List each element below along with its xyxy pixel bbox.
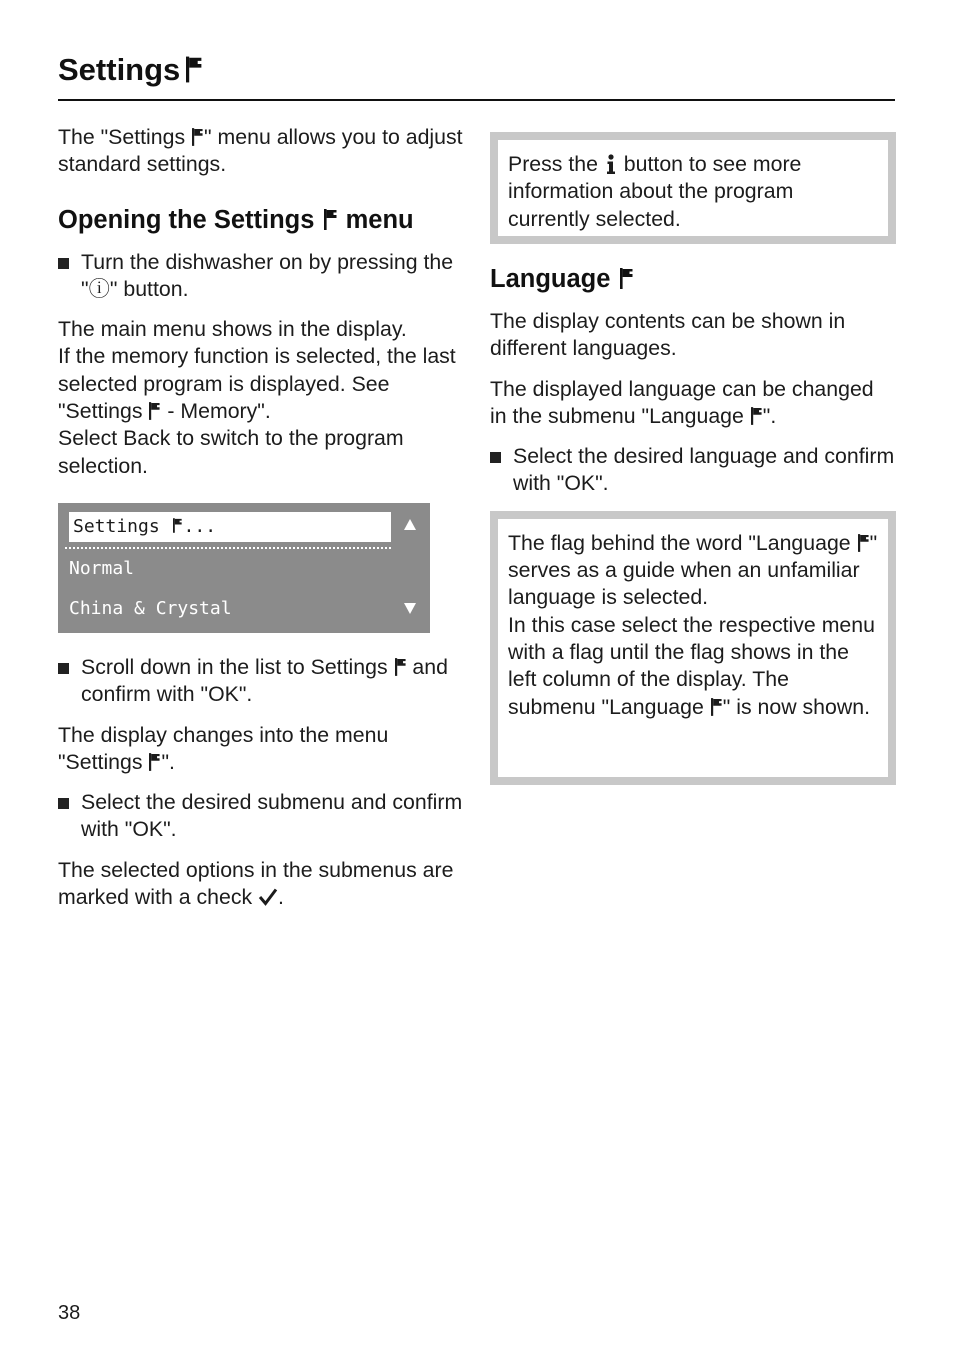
page-title [58,52,204,88]
display-ellipsis: ... [183,515,217,537]
paragraph-line: - Memory". [161,399,271,424]
flag-icon [858,534,869,552]
note-text: Press the [508,152,604,176]
intro-text-1: The "Settings [58,125,192,149]
display-row: Normal [69,557,135,579]
paragraph-text-end: ". [161,749,175,774]
display-screen [58,503,430,633]
display-separator [65,547,391,549]
main-menu-paragraph [58,316,463,480]
note-text: " serves as a guide when an unfamiliar language is selected. [508,530,878,610]
flag-icon [711,698,722,716]
left-column [58,124,463,924]
bullet-square-icon [58,798,69,809]
note-text: " is now shown. [722,694,871,719]
opening-heading-text-2: menu [338,205,414,234]
paragraph-line: The main menu shows in the display. [58,317,407,342]
info-icon [606,154,616,174]
flag-icon [620,268,633,289]
bullet-text: Select the desired submenu and confirm with "OK". [81,790,463,842]
display-row: China & Crystal [69,597,232,619]
check-paragraph [58,857,463,912]
title-divider [58,99,895,101]
bullet-text: Scroll down in the list to Settings [81,654,394,679]
scroll-up-arrow-icon [404,519,416,530]
language-heading [490,264,896,294]
bullet-square-icon [58,258,69,269]
bullet-square-icon [58,663,69,674]
display-selected-text: Settings [73,515,171,537]
page-number: 38 [58,1302,81,1324]
checkmark-icon [258,888,278,906]
scroll-down-arrow-icon [404,603,416,614]
bullet-text: Turn the dishwasher on by pressing the " [81,249,454,301]
bullet-text: Select the desired language and confirm with "OK". [513,444,895,496]
bullet-square-icon [490,452,501,463]
flag-icon [192,128,203,146]
language-submenu-paragraph [490,376,896,431]
paragraph-text: The displayed language can be changed in the submenu "Language [490,376,874,428]
info-note [490,132,896,244]
paragraph-text: The display changes into the menu "Settings [58,722,389,774]
note-text: button to see more information about the program currently selected. [508,152,802,231]
paragraph-text-end: ". [762,403,777,428]
language-paragraph: The display contents can be shown in different languages. [490,309,846,361]
language-heading-text: Language [490,265,618,293]
flag-icon [395,658,406,676]
paragraph-line: If the memory function is selected, the last selected program is displayed. See "Settings [58,344,456,424]
flag-icon [173,518,182,533]
flag-icon [149,402,160,420]
bullet-text-end: and confirm with "OK". [81,654,448,707]
bullet-item [58,654,463,709]
bullet-item [58,789,463,844]
right-column [490,132,896,785]
display-selected-row [69,512,391,542]
intro-paragraph [58,124,463,179]
bullet-item [490,443,896,498]
bullet-text-end: " button. [109,276,189,301]
note-text: In this case select the respective menu with a flag until the flag shows in the left column of the display. The submenu "Language [508,612,875,719]
opening-heading-text-1: Opening the Settings [58,205,322,234]
display-changes-paragraph [58,722,463,777]
page-title-text: Settings [58,52,181,87]
paragraph-text: The selected options in the submenus are marked with a check [58,857,454,910]
flag-icon [324,209,337,230]
paragraph-line: Select Back to switch to the program selection. [58,426,404,478]
bullet-item [58,249,463,304]
flag-icon [186,56,202,83]
flag-icon [149,753,160,771]
power-symbol-icon: ⓘ [88,276,110,301]
flag-guide-note [490,511,896,785]
flag-icon [751,407,762,425]
paragraph-text-end: . [278,885,284,910]
intro-text-2: " menu allows you to adjust standard settings. [58,125,463,177]
opening-heading [58,205,463,235]
note-text: The flag behind the word "Language [508,530,857,555]
